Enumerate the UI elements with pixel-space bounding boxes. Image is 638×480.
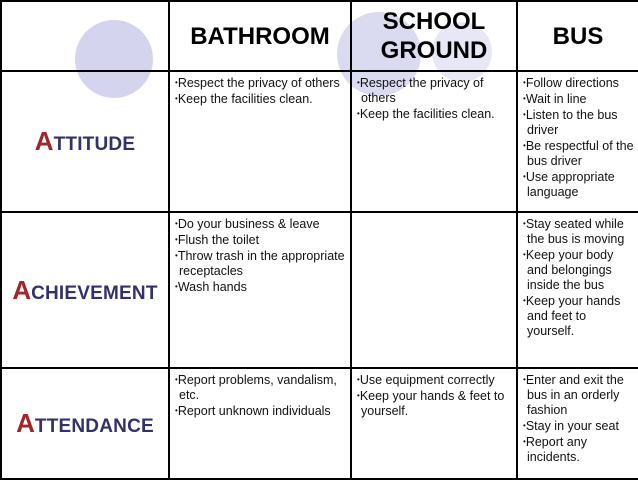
row-label-rest: CHIEVEMENT (31, 282, 158, 304)
list-item: • Use appropriate language (523, 169, 636, 200)
list-item: • Respect the privacy of others (175, 75, 348, 91)
cell-attendance-school-ground (351, 368, 517, 479)
cell-attitude-school-ground (351, 71, 517, 212)
cell-attitude-bathroom (169, 71, 351, 212)
list-item: • Keep the facilities clean. (357, 106, 514, 122)
table-row-attitude (1, 71, 638, 212)
list-item: • Stay in your seat (523, 418, 636, 434)
list-item: • Wait in line (523, 91, 636, 107)
list-item: • Flush the toilet (175, 232, 348, 248)
row-label-rest: TTENDANCE (34, 416, 154, 437)
list-item: • Report unknown individuals (175, 403, 348, 419)
list-item: • Keep your hands and feet to yourself. (523, 293, 636, 339)
list-item: • Keep your body and belongings inside the bus (523, 247, 636, 293)
list-item: • Keep the facilities clean. (175, 91, 348, 107)
table-row-achievement (1, 212, 638, 368)
row-label-achievement (1, 212, 169, 368)
cell-attendance-bus (517, 368, 638, 479)
table-row-attendance (1, 368, 638, 479)
list-item: • Use equipment correctly (357, 372, 514, 388)
cell-attendance-bathroom (169, 368, 351, 479)
list-item: • Follow directions (523, 75, 636, 91)
row-label-initial: A (12, 274, 32, 305)
row-label-attitude (1, 71, 169, 212)
list-item: • Enter and exit the bus in an orderly fashion (523, 372, 636, 418)
list-item: • Respect the privacy of others (357, 75, 514, 106)
row-label-initial: A (34, 126, 54, 156)
row-label-rest: TTITUDE (53, 134, 136, 155)
list-item: • Wash hands (175, 279, 348, 295)
list-item: • Keep your hands & feet to yourself. (357, 388, 514, 419)
list-item: • Stay seated while the bus is moving (523, 216, 636, 247)
cell-attitude-bus (517, 71, 638, 212)
list-item: • Report any incidents. (523, 434, 636, 465)
list-item: • Be respectful of the bus driver (523, 138, 636, 169)
header-row (1, 1, 638, 71)
column-header-bathroom: BATHROOM (169, 1, 351, 71)
list-item: • Report problems, vandalism, etc. (175, 372, 348, 403)
list-item: • Do your business & leave (175, 216, 348, 232)
cell-achievement-school-ground (351, 212, 517, 368)
row-label-initial: A (16, 408, 35, 438)
list-item: • Throw trash in the appropriate receptacles (175, 248, 348, 279)
cell-achievement-bathroom (169, 212, 351, 368)
column-header-school-ground: SCHOOL GROUND (351, 1, 517, 71)
column-header-bus: BUS (517, 1, 638, 71)
cell-achievement-bus (517, 212, 638, 368)
list-item: • Listen to the bus driver (523, 107, 636, 138)
corner-cell (1, 1, 169, 71)
row-label-attendance (1, 368, 169, 479)
